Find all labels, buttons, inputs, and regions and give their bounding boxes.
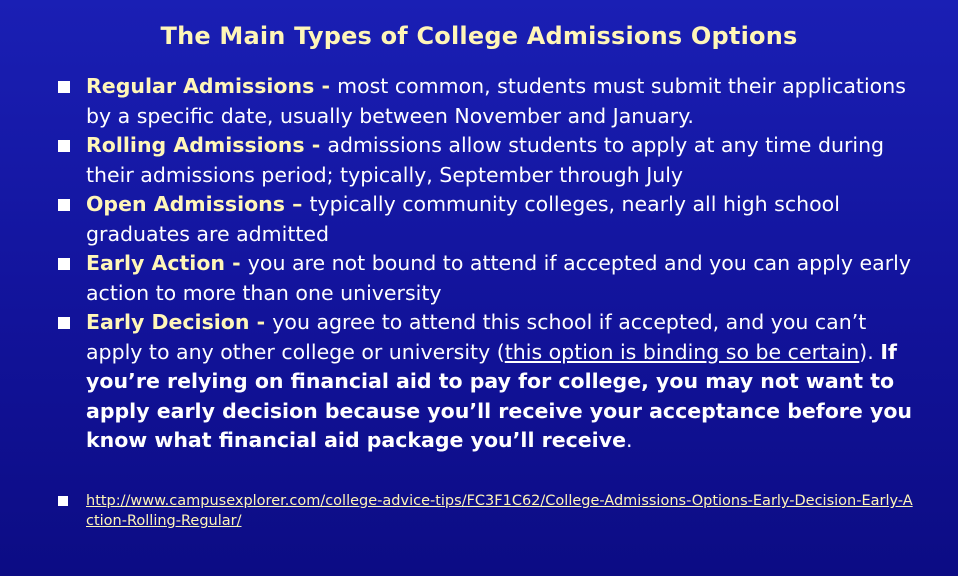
square-bullet-icon [58, 496, 68, 506]
source-link[interactable]: http://www.campusexplorer.com/college-advice-tips/FC3F1C62/College-Admissions-Options-Early-Decision-Early-Action-Rolling-Regular/ [86, 493, 913, 529]
bullet-text: typically community colleges, nearly all high school graduates are admitted [86, 192, 840, 246]
square-bullet-icon [58, 317, 70, 329]
square-bullet-icon [58, 140, 70, 152]
bullet-list [58, 72, 916, 456]
bullet-text-end: . [625, 428, 633, 452]
bullet-text: you are not bound to attend if accepted and you can apply early action to more than one university [86, 251, 911, 305]
term-separator: - [314, 74, 338, 98]
term-separator: - [225, 251, 248, 275]
term-rolling-admissions: Rolling Admissions [86, 133, 305, 157]
square-bullet-icon [58, 258, 70, 270]
square-bullet-icon [58, 81, 70, 93]
bullet-early-action [58, 249, 916, 308]
bullet-text: admissions allow students to apply at any time during their admissions period; typically, September through July [86, 133, 885, 187]
slide-title: The Main Types of College Admissions Options [160, 22, 798, 50]
source-link-item [58, 491, 916, 531]
bullet-rolling-admissions [58, 131, 916, 190]
term-early-decision: Early Decision [86, 310, 250, 334]
bullet-regular-admissions [58, 72, 916, 131]
bullet-early-decision [58, 308, 916, 456]
square-bullet-icon [58, 199, 70, 211]
term-separator: - [304, 133, 328, 157]
term-open-admissions: Open Admissions [86, 192, 285, 216]
bullet-text: most common, students must submit their applications by a specific date, usually between November and January. [86, 74, 906, 128]
bullet-text: you agree to attend this school if accepted, and you can’t apply to any other college or university ( [86, 310, 867, 364]
financial-aid-note: If you’re relying on financial aid to pay for college, you may not want to apply early decision because you’ll receive your acceptance before you know what financial aid package you’ll receive [86, 339, 912, 452]
term-separator: - [249, 310, 273, 334]
term-early-action: Early Action [86, 251, 225, 275]
term-separator: – [284, 192, 310, 216]
term-regular-admissions: Regular Admissions [86, 74, 315, 98]
bullet-open-admissions [58, 190, 916, 249]
binding-warning: this option is binding so be certain [504, 339, 860, 364]
bullet-text: ). [859, 339, 881, 364]
